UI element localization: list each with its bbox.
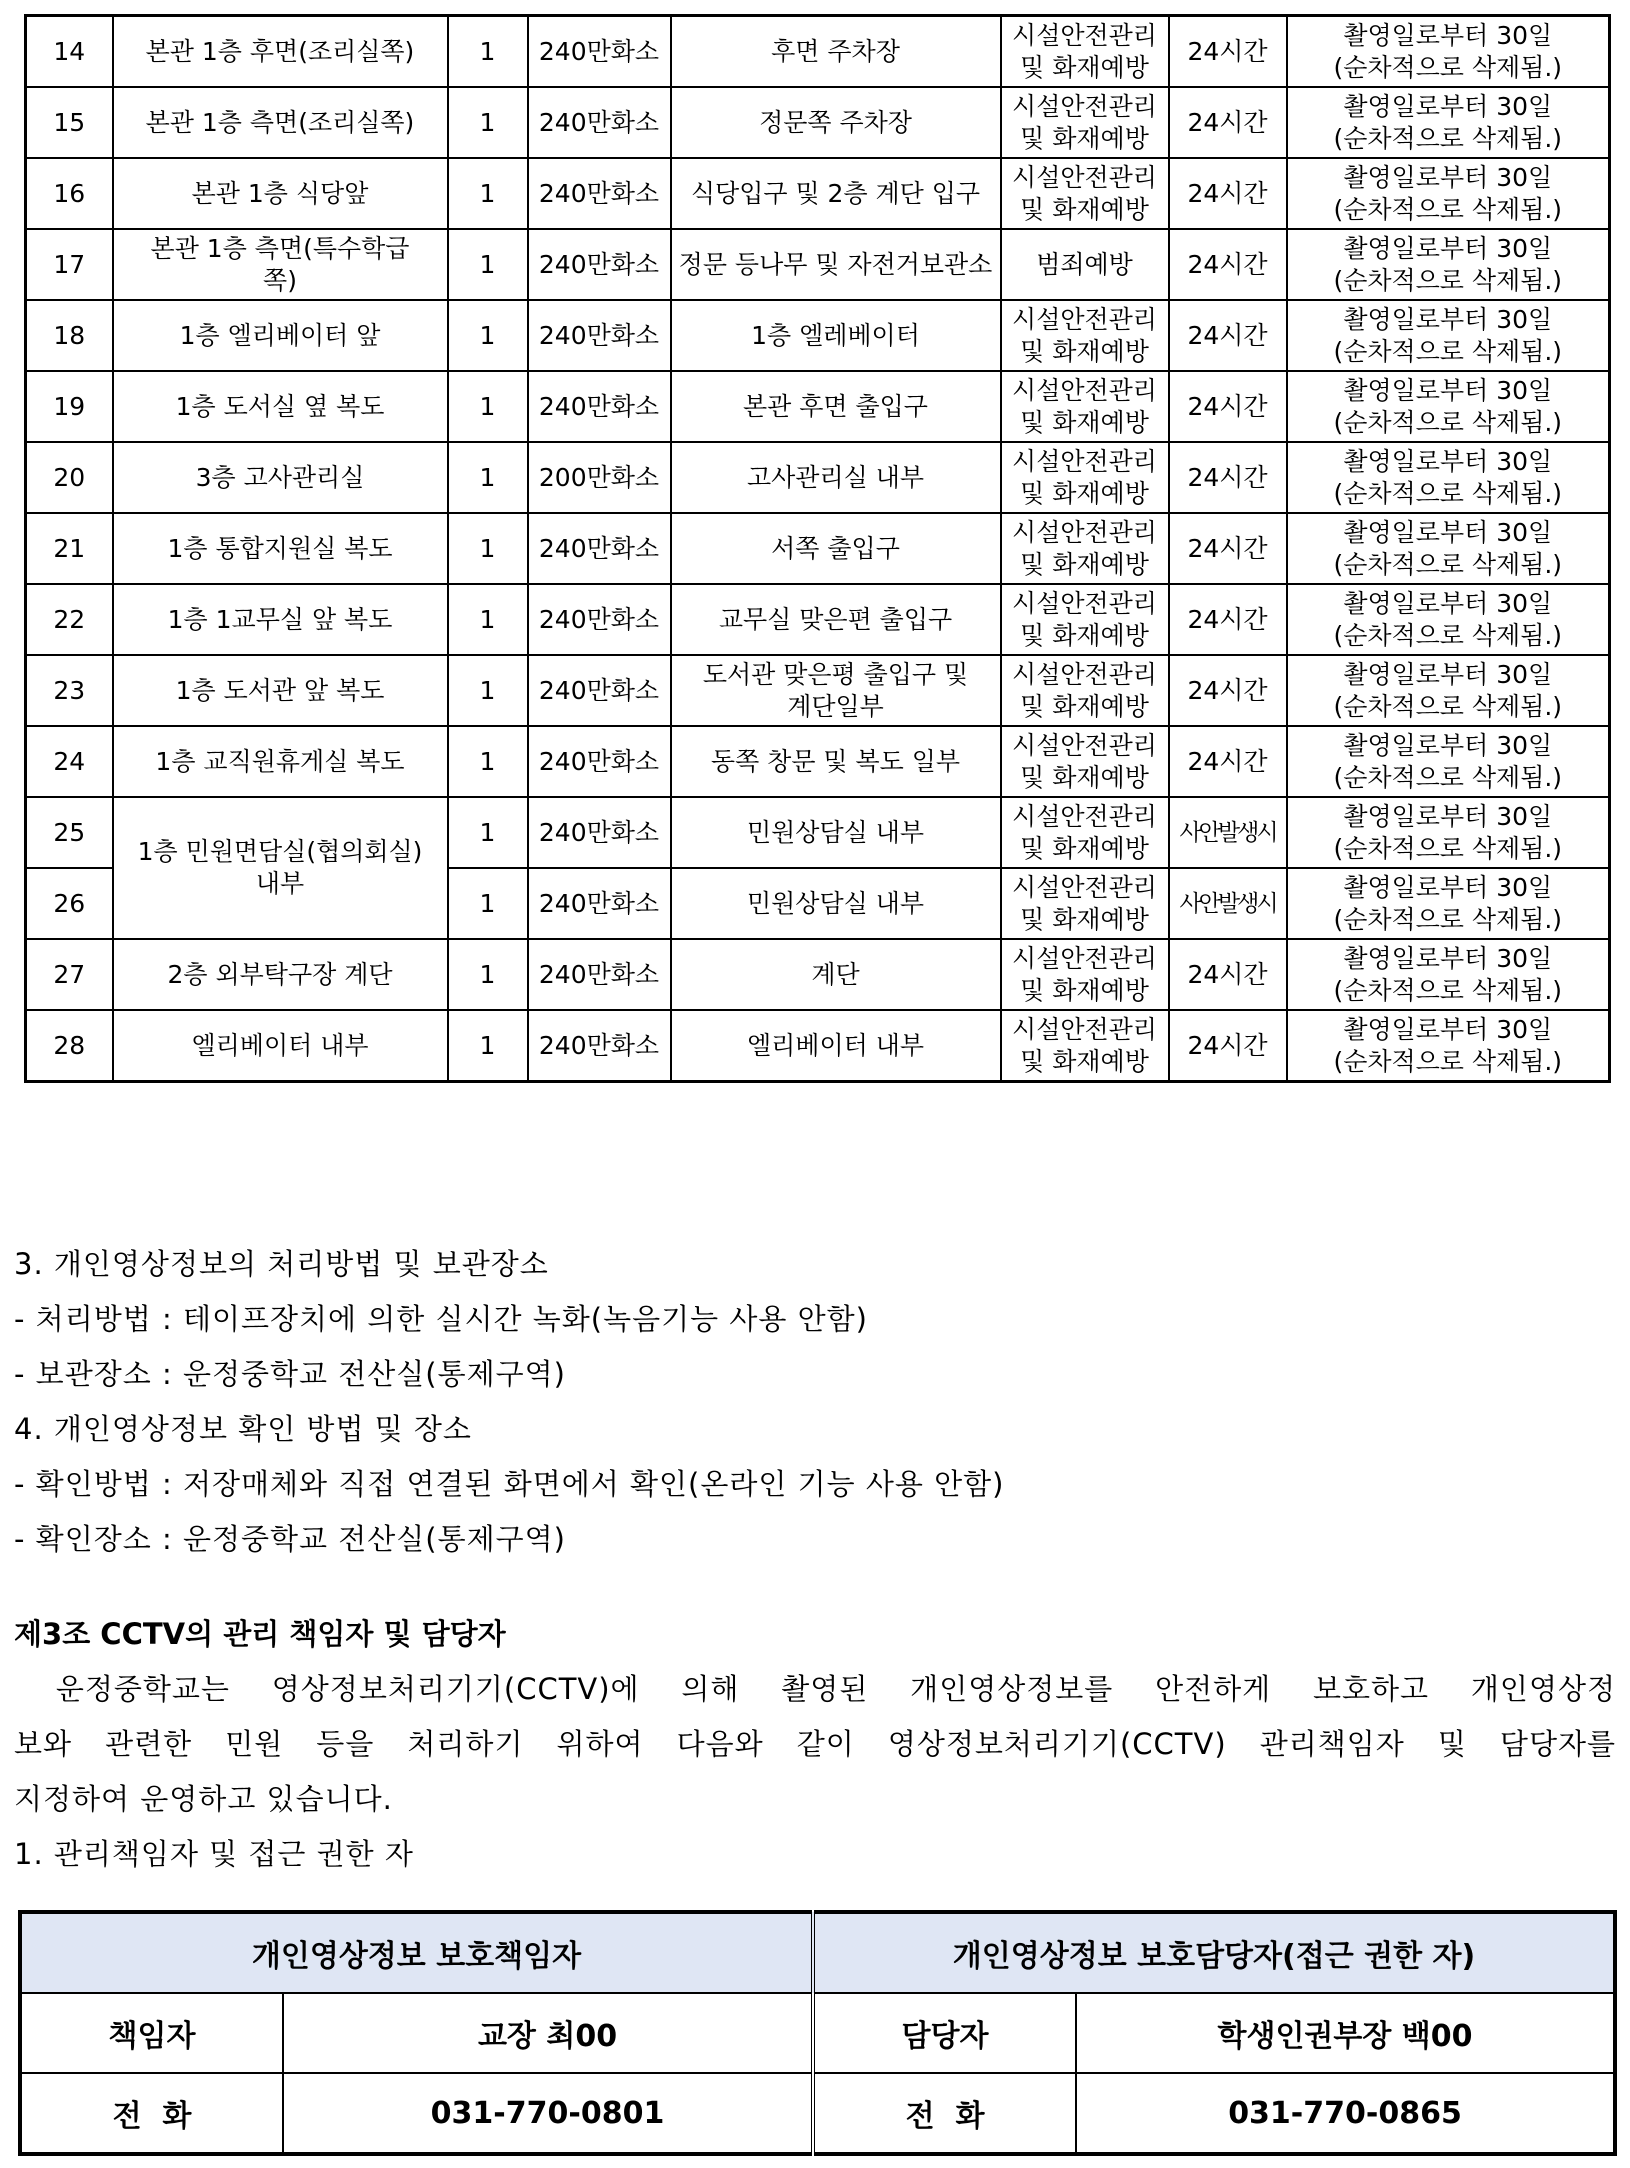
install-purpose [1001, 939, 1169, 1010]
article3-body-line1: 운정중학교는 영상정보처리기기(CCTV)에 의해 촬영된 개인영상정보를 안전하게 보호하고 개인영상정 [14, 1672, 1616, 1706]
camera-number: 14 [26, 16, 113, 88]
install-purpose [1001, 513, 1169, 584]
retention-period-line: (순차적으로 삭제됨.) [1333, 975, 1563, 1005]
retention-period [1287, 726, 1610, 797]
recording-range [671, 16, 1001, 88]
recording-range-line: 정문 등나무 및 자전거보관소 [678, 249, 993, 279]
cctv-table-row [26, 87, 1610, 158]
install-purpose-line: 시설안전관리 [1012, 517, 1157, 547]
cctv-table-row [26, 797, 1610, 868]
cctv-table-row [26, 158, 1610, 229]
retention-period [1287, 442, 1610, 513]
recording-range-line: 엘리베이터 내부 [747, 1030, 924, 1060]
staff-name: 학생인권부장 백00 [1076, 1993, 1615, 2073]
recording-hours: 24시간 [1169, 16, 1287, 88]
recording-range-line: 서쪽 출입구 [771, 533, 900, 563]
recording-range [671, 442, 1001, 513]
retention-period-line: 촬영일로부터 30일 [1343, 162, 1553, 192]
camera-quantity: 1 [448, 868, 528, 939]
retention-period-line: 촬영일로부터 30일 [1343, 304, 1553, 334]
install-location-line: 2층 외부탁구장 계단 [167, 959, 393, 989]
recording-range-line: 계단 [811, 959, 860, 989]
camera-number: 15 [26, 87, 113, 158]
install-location-line: 쪽) [263, 265, 297, 295]
recording-range [671, 655, 1001, 726]
install-purpose [1001, 87, 1169, 158]
camera-resolution: 240만화소 [528, 229, 671, 300]
manager-name: 교장 최00 [283, 1993, 813, 2073]
section3-storage-place: - 보관장소 : 운정중학교 전산실(통제구역) [14, 1357, 566, 1391]
retention-period-line: 촬영일로부터 30일 [1343, 517, 1553, 547]
camera-number: 28 [26, 1010, 113, 1082]
install-purpose-line: 시설안전관리 [1012, 375, 1157, 405]
cctv-table-row [26, 513, 1610, 584]
retention-period-line: (순차적으로 삭제됨.) [1333, 478, 1563, 508]
cctv-table-row [26, 300, 1610, 371]
recording-range-line: 민원상담실 내부 [747, 888, 924, 918]
section4-check-method: - 확인방법 : 저장매체와 직접 연결된 화면에서 확인(온라인 기능 사용 안함) [14, 1467, 1005, 1501]
camera-number: 21 [26, 513, 113, 584]
retention-period-line: 촬영일로부터 30일 [1343, 446, 1553, 476]
install-location-line: 1층 도서실 옆 복도 [175, 391, 385, 421]
camera-quantity: 1 [448, 16, 528, 88]
recording-hours: 24시간 [1169, 300, 1287, 371]
retention-period-line: (순차적으로 삭제됨.) [1333, 194, 1563, 224]
install-purpose-line: 시설안전관리 [1012, 1014, 1157, 1044]
recording-hours: 24시간 [1169, 1010, 1287, 1082]
install-purpose-line: 및 화재예방 [1020, 407, 1149, 437]
recording-hours: 24시간 [1169, 939, 1287, 1010]
retention-period [1287, 939, 1610, 1010]
retention-period [1287, 868, 1610, 939]
install-location-line: 1층 통합지원실 복도 [167, 533, 393, 563]
recording-hours: 24시간 [1169, 229, 1287, 300]
camera-number: 22 [26, 584, 113, 655]
recording-hours: 24시간 [1169, 655, 1287, 726]
camera-number: 20 [26, 442, 113, 513]
camera-quantity: 1 [448, 726, 528, 797]
retention-period-line: 촬영일로부터 30일 [1343, 91, 1553, 121]
manager-table-header-row [20, 1912, 1615, 1993]
install-location [113, 584, 448, 655]
cctv-manager-table [18, 1910, 1617, 2156]
retention-period-line: (순차적으로 삭제됨.) [1333, 265, 1563, 295]
camera-number: 19 [26, 371, 113, 442]
recording-range-line: 후면 주차장 [771, 36, 900, 66]
install-location [113, 1010, 448, 1082]
install-location [113, 939, 448, 1010]
camera-quantity: 1 [448, 371, 528, 442]
install-location [113, 797, 448, 939]
cctv-table-row [26, 584, 1610, 655]
install-purpose [1001, 229, 1169, 300]
camera-resolution: 240만화소 [528, 158, 671, 229]
install-location [113, 442, 448, 513]
retention-period-line: (순차적으로 삭제됨.) [1333, 336, 1563, 366]
retention-period-line: 촬영일로부터 30일 [1343, 659, 1553, 689]
article3-body-line3: 지정하여 운영하고 있습니다. [14, 1782, 393, 1816]
recording-range [671, 300, 1001, 371]
protection-manager-header: 개인영상정보 보호책임자 [20, 1912, 813, 1993]
cctv-table-row [26, 1010, 1610, 1082]
section3-heading: 3. 개인영상정보의 처리방법 및 보관장소 [14, 1247, 549, 1281]
recording-range [671, 797, 1001, 868]
camera-number: 24 [26, 726, 113, 797]
install-location [113, 300, 448, 371]
cctv-table-row [26, 442, 1610, 513]
section4-heading: 4. 개인영상정보 확인 방법 및 장소 [14, 1412, 472, 1446]
install-purpose-line: 및 화재예방 [1020, 762, 1149, 792]
camera-resolution: 240만화소 [528, 1010, 671, 1082]
recording-range-line: 계단일부 [787, 691, 884, 721]
recording-hours: 사안발생시 [1169, 797, 1287, 868]
staff-phone-label: 전 화 [813, 2073, 1076, 2154]
install-purpose-line: 및 화재예방 [1020, 478, 1149, 508]
recording-range [671, 229, 1001, 300]
camera-number: 16 [26, 158, 113, 229]
recording-hours: 사안발생시 [1169, 868, 1287, 939]
document-body-text [14, 1237, 1616, 1882]
camera-number: 27 [26, 939, 113, 1010]
recording-range [671, 726, 1001, 797]
camera-resolution: 240만화소 [528, 726, 671, 797]
install-purpose-line: 시설안전관리 [1012, 730, 1157, 760]
retention-period-line: (순차적으로 삭제됨.) [1333, 1046, 1563, 1076]
install-purpose-line: 및 화재예방 [1020, 904, 1149, 934]
camera-resolution: 240만화소 [528, 371, 671, 442]
camera-resolution: 240만화소 [528, 300, 671, 371]
install-location-line: 엘리베이터 내부 [191, 1030, 369, 1060]
install-purpose [1001, 1010, 1169, 1082]
cctv-table-row [26, 229, 1610, 300]
article3-body-line2: 보와 관련한 민원 등을 처리하기 위하여 다음와 같이 영상정보처리기기(CCTV) 관리책임자 및 담당자를 [14, 1727, 1616, 1761]
install-purpose [1001, 584, 1169, 655]
install-purpose [1001, 442, 1169, 513]
camera-resolution: 200만화소 [528, 442, 671, 513]
recording-range-line: 고사관리실 내부 [747, 462, 924, 492]
cctv-table-body [26, 16, 1610, 1082]
retention-period-line: (순차적으로 삭제됨.) [1333, 407, 1563, 437]
camera-number: 18 [26, 300, 113, 371]
install-purpose-line: 및 화재예방 [1020, 975, 1149, 1005]
recording-range-line: 본관 후면 출입구 [743, 391, 928, 421]
recording-range-line: 정문쪽 주차장 [759, 107, 912, 137]
install-location [113, 87, 448, 158]
camera-quantity: 1 [448, 1010, 528, 1082]
install-location-line: 1층 도서관 앞 복도 [175, 675, 385, 705]
camera-resolution: 240만화소 [528, 868, 671, 939]
recording-hours: 24시간 [1169, 87, 1287, 158]
recording-range [671, 584, 1001, 655]
staff-phone: 031-770-0865 [1076, 2073, 1615, 2154]
recording-range-line: 교무실 맞은편 출입구 [718, 604, 953, 634]
protection-staff-header: 개인영상정보 보호담당자(접근 권한 자) [813, 1912, 1615, 1993]
article3-title: 제3조 CCTV의 관리 책임자 및 담당자 [14, 1617, 506, 1651]
install-purpose [1001, 868, 1169, 939]
retention-period-line: (순차적으로 삭제됨.) [1333, 549, 1563, 579]
recording-range-line: 1층 엘레베이터 [751, 320, 920, 350]
retention-period-line: (순차적으로 삭제됨.) [1333, 620, 1563, 650]
recording-hours: 24시간 [1169, 158, 1287, 229]
cctv-table-row [26, 655, 1610, 726]
install-location [113, 229, 448, 300]
retention-period-line: (순차적으로 삭제됨.) [1333, 904, 1563, 934]
install-location-line: 본관 1층 식당앞 [191, 178, 369, 208]
retention-period-line: 촬영일로부터 30일 [1343, 1014, 1553, 1044]
install-purpose-line: 시설안전관리 [1012, 872, 1157, 902]
camera-resolution: 240만화소 [528, 939, 671, 1010]
camera-quantity: 1 [448, 939, 528, 1010]
retention-period [1287, 300, 1610, 371]
cctv-table-row [26, 726, 1610, 797]
install-location-line: 본관 1층 측면(특수학급 [150, 233, 410, 263]
install-location-line: 1층 교직원휴게실 복도 [155, 746, 405, 776]
retention-period-line: 촬영일로부터 30일 [1343, 943, 1553, 973]
install-location [113, 158, 448, 229]
install-purpose-line: 범죄예방 [1036, 249, 1133, 279]
camera-quantity: 1 [448, 158, 528, 229]
install-purpose [1001, 300, 1169, 371]
install-location-line: 1층 1교무실 앞 복도 [167, 604, 393, 634]
camera-quantity: 1 [448, 229, 528, 300]
install-purpose-line: 시설안전관리 [1012, 801, 1157, 831]
manager-table-phone-row [20, 2073, 1615, 2154]
install-purpose-line: 시설안전관리 [1012, 20, 1157, 50]
install-purpose-line: 시설안전관리 [1012, 588, 1157, 618]
install-purpose-line: 및 화재예방 [1020, 691, 1149, 721]
section3-processing-method: - 처리방법 : 테이프장치에 의한 실시간 녹화(녹음기능 사용 안함) [14, 1302, 868, 1336]
camera-resolution: 240만화소 [528, 513, 671, 584]
camera-number: 23 [26, 655, 113, 726]
retention-period-line: 촬영일로부터 30일 [1343, 233, 1553, 263]
camera-resolution: 240만화소 [528, 797, 671, 868]
recording-range [671, 158, 1001, 229]
camera-quantity: 1 [448, 442, 528, 513]
retention-period-line: (순차적으로 삭제됨.) [1333, 833, 1563, 863]
recording-range [671, 513, 1001, 584]
retention-period [1287, 229, 1610, 300]
cctv-table-row [26, 371, 1610, 442]
install-location [113, 371, 448, 442]
retention-period-line: 촬영일로부터 30일 [1343, 872, 1553, 902]
install-location-line: 1층 엘리베이터 앞 [179, 320, 381, 350]
recording-hours: 24시간 [1169, 584, 1287, 655]
recording-range-line: 식당입구 및 2층 계단 입구 [690, 178, 981, 208]
recording-range [671, 868, 1001, 939]
manager-phone: 031-770-0801 [283, 2073, 813, 2154]
install-location [113, 16, 448, 88]
camera-quantity: 1 [448, 300, 528, 371]
recording-range-line: 동쪽 창문 및 복도 일부 [710, 746, 961, 776]
staff-label: 담당자 [813, 1993, 1076, 2073]
install-location-line: 내부 [255, 869, 305, 898]
retention-period [1287, 1010, 1610, 1082]
recording-range-line: 민원상담실 내부 [747, 817, 924, 847]
install-purpose-line: 시설안전관리 [1012, 304, 1157, 334]
cctv-table-row [26, 16, 1610, 88]
retention-period-line: (순차적으로 삭제됨.) [1333, 691, 1563, 721]
section4-check-place: - 확인장소 : 운정중학교 전산실(통제구역) [14, 1522, 566, 1556]
retention-period-line: 촬영일로부터 30일 [1343, 801, 1553, 831]
recording-range [671, 87, 1001, 158]
camera-resolution: 240만화소 [528, 87, 671, 158]
install-purpose-line: 시설안전관리 [1012, 162, 1157, 192]
install-purpose-line: 및 화재예방 [1020, 52, 1149, 82]
install-location [113, 726, 448, 797]
manager-phone-label: 전 화 [20, 2073, 283, 2154]
camera-quantity: 1 [448, 797, 528, 868]
retention-period-line: 촬영일로부터 30일 [1343, 20, 1553, 50]
install-location-line: 본관 1층 측면(조리실쪽) [145, 107, 415, 137]
retention-period-line: 촬영일로부터 30일 [1343, 730, 1553, 760]
article3-item1: 1. 관리책임자 및 접근 권한 자 [14, 1837, 414, 1871]
recording-hours: 24시간 [1169, 726, 1287, 797]
recording-hours: 24시간 [1169, 442, 1287, 513]
install-purpose-line: 및 화재예방 [1020, 336, 1149, 366]
recording-hours: 24시간 [1169, 371, 1287, 442]
manager-label: 책임자 [20, 1993, 283, 2073]
install-purpose [1001, 726, 1169, 797]
retention-period [1287, 513, 1610, 584]
camera-quantity: 1 [448, 584, 528, 655]
recording-range-line: 도서관 맞은평 출입구 및 [702, 659, 969, 689]
retention-period [1287, 158, 1610, 229]
camera-number: 26 [26, 868, 113, 939]
install-purpose-line: 및 화재예방 [1020, 1046, 1149, 1076]
retention-period [1287, 797, 1610, 868]
install-location [113, 655, 448, 726]
cctv-table-row [26, 939, 1610, 1010]
install-purpose-line: 및 화재예방 [1020, 620, 1149, 650]
camera-quantity: 1 [448, 655, 528, 726]
install-purpose-line: 및 화재예방 [1020, 194, 1149, 224]
camera-resolution: 240만화소 [528, 16, 671, 88]
install-purpose-line: 시설안전관리 [1012, 943, 1157, 973]
retention-period-line: 촬영일로부터 30일 [1343, 375, 1553, 405]
install-purpose [1001, 371, 1169, 442]
install-location [113, 513, 448, 584]
retention-period-line: 촬영일로부터 30일 [1343, 588, 1553, 618]
install-purpose [1001, 16, 1169, 88]
retention-period-line: (순차적으로 삭제됨.) [1333, 52, 1563, 82]
recording-range [671, 371, 1001, 442]
install-purpose-line: 및 화재예방 [1020, 123, 1149, 153]
install-purpose [1001, 158, 1169, 229]
recording-hours: 24시간 [1169, 513, 1287, 584]
retention-period [1287, 584, 1610, 655]
install-purpose-line: 시설안전관리 [1012, 446, 1157, 476]
install-location-line: 3층 고사관리실 [195, 462, 365, 492]
manager-table-name-row [20, 1993, 1615, 2073]
camera-resolution: 240만화소 [528, 584, 671, 655]
install-location-line: 본관 1층 후면(조리실쪽) [145, 36, 415, 66]
retention-period-line: (순차적으로 삭제됨.) [1333, 762, 1563, 792]
install-purpose-line: 시설안전관리 [1012, 659, 1157, 689]
install-location-line: 1층 민원면담실(협의회실) [137, 837, 423, 866]
retention-period [1287, 655, 1610, 726]
install-purpose-line: 및 화재예방 [1020, 549, 1149, 579]
install-purpose [1001, 797, 1169, 868]
install-purpose-line: 시설안전관리 [1012, 91, 1157, 121]
retention-period [1287, 371, 1610, 442]
camera-resolution: 240만화소 [528, 655, 671, 726]
cctv-installation-table [24, 14, 1611, 1083]
camera-quantity: 1 [448, 87, 528, 158]
camera-quantity: 1 [448, 513, 528, 584]
camera-number: 17 [26, 229, 113, 300]
retention-period [1287, 87, 1610, 158]
install-purpose [1001, 655, 1169, 726]
retention-period-line: (순차적으로 삭제됨.) [1333, 123, 1563, 153]
install-purpose-line: 및 화재예방 [1020, 833, 1149, 863]
recording-range [671, 1010, 1001, 1082]
retention-period [1287, 16, 1610, 88]
camera-number: 25 [26, 797, 113, 868]
recording-range [671, 939, 1001, 1010]
